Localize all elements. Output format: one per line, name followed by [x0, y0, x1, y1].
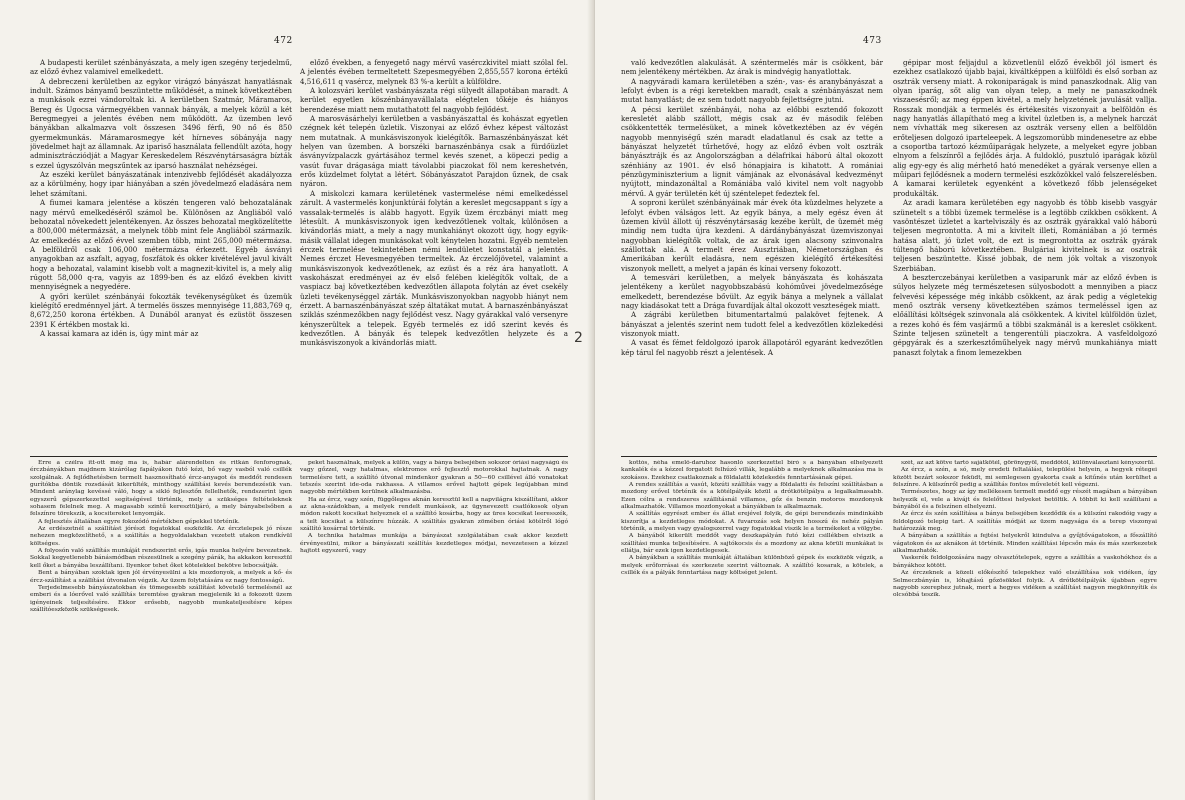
paragraph: Az eszéki kerület bányászatának intenzivebb fejlődését akadályozza az a körülmény, hogy ipar hiányában a szén jövedelmező eladására nem lehet számítani.: [30, 170, 292, 198]
paragraph: kottós, néha emelő-daruhoz hasonló szerkezettel bíró s a bányában elhelyezett kankalék és a kézzel forgatott felhúzó villák, legalább a melyeknek alkalmazása ma is szokásos. Ezekhez csatlakoznak a földalatti közlekedés fenntartásának gépei.: [621, 460, 883, 481]
right-column-2-bottom: [893, 460, 1157, 780]
paragraph: Bent a bányában szoktak igen jól érvényesülni a kis mozdonyok, a melyek a kő- és ércz-szállítást a szállítási útvonalon végzik. Az üzem folytatására ez nagy fontosságú.: [30, 570, 292, 584]
paragraph: A fejlesztés általában egyre fokozódó mértékben gépekkel történik.: [38, 518, 240, 525]
paragraph: Erre a czélra itt-ott még ma is, habár alárendelten és ritkán fenforognak, érczbányákban majdnem kizárólag fapályákon futó kézi, bő vagy vasból való csillék szolgálnak. A fejlődhetésben termelt hasznosítható ércz-anyagot és meddőt rendesen gurítókba döntik rozsdását kikerülték, minthogy szállítási kevés berendezésük van. Mindent aránylag kevéssé váló, hogy a sikló fejlesztőn fellelhetők, rendszerint igen egyszerű gépszerkezettel segítségével történik, mely a szükséges feltételeknek sohasem felelnek meg. A magasabb szintű keresztüljáró, a mely bányabelsőben a felszínre törekszik, a kocsitereket lenyomják.: [30, 460, 292, 518]
paragraph: A folyosón való szállítás munkáját rendszerint erős, igás munka helyére bevezetnek. Sokkal kegyetlenebb bánásmódban részesülnek a szegény párák, ha akkakon keresztül kell őket a bányába leszállítani. Ilyenkor tehet őket kötelekkel bekötve lebocsátják.: [30, 548, 292, 569]
page-number: 472: [274, 36, 293, 46]
paragraph: A kassai kamara az idén is, úgy mint már az: [40, 328, 199, 338]
paragraph: gépipar most feljajdul a közvetlenül előző évekből jól ismert és ezekhez csatlakozó újabb bajai, kiváltképpen a külföldi és első sorban az osztrák verseny miatt. A rokoniparágak is mind panaszkodnak. Alig van olyan iparág, sőt alig van olyan telep, a mely ne panaszkodnék viszaesésről; az meg éppen kivétel, a mely helyzetének javulását vallja. Rosszak mondják a termelés és értékesítés viszonyait a belföldön és nagy hanyatlás állapítható meg a kivitel üzletben is, a melynek harczát nem vívhatták meg sikeresen az osztrák verseny ellen a belföldön erőteljesen dolgozó iparteleepek. A legszomorúbb mindenesetre az ebbe a csoportba tartozó kézműiparágak helyzete, a melyeket egyre jobban elnyom a felszínről a fejlődés árja. A fuldokló, pusztuló iparágak közül alig egy-egy és alig mérhető ható menedéket a gyárak versenye ellen a műipari fejlődésnek a modern termelési eszközökkel való felszerelésben. A kamarai kerületek egyenként a következő főbb jelenségeket produkálták.: [893, 58, 1157, 198]
paragraph: Az érczeknek a közeli előkészítő telepekhez való elszállítása sok vidéken, így Selmeczbányán is, lóhajtású gőzösökkel folyik. A drótkötélpályák újabban egyre nagyobb szerephez jutnak, mert a hegyes vidéken a szállítást nagyon megkönnyítik és olcsóbbá teszik.: [893, 570, 1157, 599]
right-page: [594, 0, 1185, 800]
page-number: 473: [863, 36, 882, 46]
paragraph: A zágrábi kerületben bitumentartalmú palakövet fejtenek. A bányászat a jelentés szerint nem tudott felel a kedvezőtlen közlekedési viszonyok miatt.: [621, 310, 883, 338]
left-column-1-bottom: [30, 460, 292, 780]
paragraph: A beszterczebányai kerületben a vasiparunk már az előző évben is súlyos helyzete még természetesen súlyosbodott a mennyiben a piacz felvevési képessége még inkább csökkent, az árak pedig a végletekig menő osztrák verseny következtében számos termeléssel igen az előállítási költségek szinvonala alá csökkentek. A kivitel külföldön üzlet, a rezes kohó és fém vasjármű a többi szakmánál is a kereslet csökkent. Szinte teljesen szünetelt a tengerentúli piaczokra. A vasfeldolgozó gépgyárak és a szerkesztőműhelyek nagy mérvű munkahiánya miatt panaszt folytak a finom lemezekben: [893, 272, 1157, 357]
paragraph: Terjedelmesebb bányászatokban és tömegesebb szállítást követelő termelésnél az emberi és a lóerővel való szállítás teremtése gyakran megjelenik ki a fokozott üzem igényeinek teljesítésére. Ekkor erősebb, nagyobb munkateljesítésre képes szállítóeszközök szükségesek.: [30, 584, 292, 613]
right-column-1-bottom: [621, 460, 883, 780]
paragraph: A technika hatalmas munkája a bányászat szolgálatában csak akkor kezdett érvényesülni, mikor a bányászati szállítás kezdetleges módjai, nevezetesen a kézzel hajtott egyszerű, vagy: [300, 533, 568, 555]
section-divider: [621, 456, 1157, 457]
margin-mark: 2: [574, 330, 583, 346]
paragraph: Természetes, hogy az így mellékesen termelt meddő egy részét magában a bányában helyezik el, vele a kivájt és felelőttesi helyeket betöltik. A többit ki kell szállítani a bányából és a felszínen elhelyezni.: [893, 489, 1157, 511]
paragraph: Az aradi kamara kerületében egy nagyobb és több kisebb vasgyár szünetelt s a többi üzemek termelése is a legtöbb czikkben csökkent. A vasöntészet üzletet a kartelviszály és az osztrák gyárakkal való háború teljesen megrontotta. A mi a kivitelt illeti, Romániában a jó termés hatása alatt, jó üzlet volt, de ezt is megrontotta az osztrák gyárak túltengő háború következtében. Bulgáriai kivitelnek is az osztrák teljesen beszüntette. Kissé jobbak, de nem jók voltak a viszonyok Szerbiában.: [893, 198, 1157, 273]
paragraph: A nagyváradi kamara kerületében a szén-, vas- és aranybányászat a lefolyt évben is a régi keretekben maradt, csak a szénbányászat nem mutat hanyatlást; de ez sem tudott nagyobb fejlettségre jutni.: [621, 76, 883, 105]
paragraph: A bányában a szállítás a fejtési helyekről kiindulva a gyűjtővágatokon, a főszállító vágatokon és az aknákon át történik. Minden szállítási lépcsőn más és más szerkezetek alkalmazhatók.: [893, 533, 1157, 555]
paragraph: előző években, a fenyegető nagy mérvű vasérczkivitel miatt szólal fel. A jelentés évében termeltetett Szepesmegyében 2,855,557 korona értékű 4,516,611 q vasércz, melynek 83 %-a került a külföldre.: [300, 58, 568, 86]
right-column-1-top: [621, 58, 883, 453]
paragraph: A debreczeni kerületben az egykor virágzó bányászat hanyatlásnak indult. Számos bányamű beszüntette működését, a minek következtében a munkások ezrei vándoroltak ki. A kerületben Szatmár, Máramaros, Bereg és Ugocsa vármegyékben vannak bányák, a melyek közül a két Beregmegyei a jelentés évében nem működött. Az üzemben levő bányákban alkalmazva volt összesen 3496 férfi, 90 nő és 850 gyermekmunkás. Máramarosmegye két hírneves sóbányája nagy jövedelmet hajt az államnak. Az ipariső használata fellendült azóta, hogy adminisztrácziódját a Magyar Kereskedelem Részvénytársaságra bízták s ezzel úgyszólván megszűntek az iparsó használat nehézségei.: [30, 76, 292, 170]
paragraph: A bányából kikerült meddőt vagy deszkapályán futó kézi csillékben elviszik a szállítási munka teljesítésére. A sajtókocsis és a mozdony az akna körüli munkákat is ellátja, bár ezek igen kezdetlegesek.: [621, 533, 883, 555]
paragraph: A marosvásárhelyi kerületben a vasbányászattal és kohászat egyetlen czégnek két telepén üzletik. Viszonyai az előző évhez képest változást nem mutatnak. A munkásviszonyok kielégítők. Barnaszénbányászat két helyen van üzemben. A borszéki barnaszénbánya csak a fürdőüzlet ásványvízpalaczk gyártásához termel kevés szenet, a köpeczi pedig a vasút fuvar drágasága miatt távolabbi piaczokat föl nem kereshetvén, erős küzdelmet folytat a létért. Sóbányászatot Parajdon űznek, de csak nyáron.: [300, 114, 568, 189]
paragraph: A szállítás egyrészt ember és állat erejével folyik, de gépi berendezés mindinkább kiszorítja a kezdetleges módokat. A fuvarozás sok helyen hosszú és nehéz pályán történik, a melyen vagy gyalogszerrel vagy fogatokkal viszik le a termékeket a völgybe.: [621, 511, 883, 533]
paragraph: A fiumei kamara jelentése a köszén tengeren való behozatalának nagy mérvű emelkedéséről számol be. Különösen az Angliából való behozatal növekedett jelentékenyen. Az összes behozatal megközelítette a 800,000 métermázsát, a melynek több mint fele Angliából származik. Az emelkedés az előző évvel szemben több, mint 265,000 métermázsa. A belföldről csak 106,000 métermázsa érkezett. Egyéb ásványi anyagokban az aszfalt, agyag, foszfátok és okker kivételével javul kivált hogy a behozatal, valamint kisebb volt a magnezit-kivitel is, a mely alig rúgott 58,000 q-ra, vagyis az 1899-ben és az előző években kivitt mennyiségnek a negyedére.: [30, 198, 292, 292]
paragraph: A győri kerület szénbányái fokozták tevékenységüket és üzemük kielégítő eredménnyel járt. A termelés összes mennyisége 11,883,769 q, 8,672,250 korona értékben. A Dunából aranyat és ezüstöt összesen 2391 K értékben mostak ki.: [30, 291, 292, 329]
paragraph: Az ércz, a szén, a só, mely eredeti feltalálási, települési helyein, a hegyek rétegei között bezárt sokszor feküdt, mi semlegesen gyakorta csak a kitűnés után kerülhet a felszínre. A külszínről pedig a szállítás fontos műveletét kell végezni.: [893, 467, 1157, 489]
paragraph: peket használnak, melyek a külön, vagy a bánya belsejében sokszor óriási nagyságú és vagy gőzzel, vagy hatalmas, elektromos erő fejlesztő motorokkal hajtatnak. A nagy termelésre tett, a szállító útvonal mindenkor gyakran a 50—60 csillével álló vonatokat tetszés szerint ide-oda rakhassa. A villamos erővel hajtott gépek legújabban mind nagyobb mértékben kerülnek alkalmazásba.: [300, 460, 568, 496]
paragraph: Az ércz és szén szállítása a bánya belsejében kezdődik és a külszíni rakodóig vagy a feldolgozó telepig tart. A szállítás módját az üzem nagysága és a terep viszonyai határozzák meg.: [893, 511, 1157, 533]
section-divider: [30, 456, 568, 457]
paragraph: A kolozsvári kerület vasbányászata régi sülyedt állapotában maradt. A kerület egyetlen köszénbányavállalata elégtelen tőkéje és hiányos berendezése miatt nem mutathatott fel nagyobb fejlődést.: [300, 86, 568, 114]
paragraph: A soproni kerület szénbányáinak már évek óta küzdelmes helyzete a lefolyt évben válságos lett. Az egyik bánya, a mely egész éven át üzemen kívül állott új részvénytársaság kezébe került, de üzemét még mindig nem tudta újra kezdeni. A dárdánybányászat üzemviszonyai nagyobban kielégítők voltak, de az árak igen alacsony szinvonalra szállottak alá. A termelt érez Ausztriában, Németországban és Amerikában került eladásra, nem egészen kielégítő értékesítési viszonyok mellett, a melyet a japán és kínai verseny fokozott.: [621, 198, 883, 273]
paragraph: A miskolczi kamara kerületének vastermelése némi emelkedéssel zárult. A vastermelés konjunktúrái folytán a kereslet megcsappant s így a vassalak-termelés is alább hagyott. Egyik üzem érczbányi miatt meg létesült. A munkásviszonyok igen kedvezőtlenek voltak, különösen a kivándorlás miatt, a mely a nagy munkahiányt okozott úgy, hogy egyik-másik vállalat idegen munkásokat volt kénytelen hozatni. Egyéb nemtelen érczek termelése tekintetében némi lendületet konstatál a jelentés. Nemes érczet Hevesmegyében termeltek. Az érczelőjövetel, valamint a munkásviszonyok kedvezőtlenek, az ezüst és a réz ára hanyatlott. A vaskohászat eredményei az év első felében kielégítők voltak, de a vaspiacz baj következtében kedvezőtlen állapota folytán az évet csekély üzleti tevékenységgel zárták. Munkásviszonyokban nagyobb hiányt nem érzett. A barnaszénbányászat szép áltatákat mutat. A barnaszénbányászat sziklás szénmezőkben nagy fejlődést vesz. Nagy gyárakkal való versenyre kényszerültek a telepek. Egyéb termelés ez idő szerint kevés és kedvezőtlen. A bányák és telepek kedvezőtlen helyzete és a munkásviszonyok a kivándorlás miatt.: [300, 188, 568, 348]
paragraph: Vaskerék feldolgozására nagy olvasztótelepek, egyre a szállítás a vaskohókhoz és a bányákhoz kötött.: [893, 555, 1157, 569]
paragraph: A rendes szállítás a vasút, közúti szállítás vagy a földalatti és felszíni szállításban a mozdony erővel történik és a kötélpályák közül a drótkötélpálya a legalkalmasabb. Ezen célra a rendszeres szállításnál villamos, gőz és benzin motoros mozdonyok alkalmazhatók. Villamos mozdonyokat a bányákban is alkalmaznak.: [621, 482, 883, 511]
paragraph: A vasat és fémet feldolgozó iparok állapotáról egyaránt kedvezőtlen kép tárul fel nagyobb részt a jelentések. A: [621, 338, 883, 357]
paragraph: Az erdészetnél a szállítást jórészt fogatokkal eszközlik. Az ércztelepek jó része nehezen megközelíthető, s a szállítás a hegyoldalakban vezetett utakon rendkívül költséges.: [30, 526, 292, 547]
paragraph: szét, az azt kötve tartó sajátkötél, görönygyöl, meddőtől, különválasztani kényszerül.: [901, 460, 1155, 466]
paragraph: A bányákban a szállítás munkáját általában különböző gépek és eszközök végzik, a melyek erőforrásai és szerkezete szerint változnak. A szállító kosarak, a kötelek, a csillék és a pályák fenntartása nagy költséget jelent.: [621, 555, 883, 577]
right-column-2-top: [893, 58, 1157, 453]
left-column-2-bottom: [300, 460, 568, 780]
paragraph: Ha az ércz, vagy szén, függőleges aknán keresztül kell a napvilágra kiszállítani, akkor az akna-szádokban, a melyek rendelt munkások, az ügynevezett csatlókosok olyan módon rakott kocsikat helyeznek el a szállító kosárba, hogy az üres kocsikat leeresszék, a telt kocsikat a külszínre húzzák. A szállítás gyakran zömében óriási kötélről lógó szállító kosárral történik.: [300, 496, 568, 533]
paragraph: való kedvezőtlen alakulását. A széntermelés már is csökkent, bár nem jelentékeny mértékben. Az árak is mindvégig hanyatlottak.: [621, 58, 883, 77]
left-column-2-top: [300, 58, 568, 453]
paragraph: A pécsi kerület szénbányái, noha az előbbi esztendő fokozott keresletét alább szállott, mégis csak az év második felében csökkentették termelésüket, a minek következtében az év végén nagyobb mennyiségű szén maradt eladatlanul és csak az tette a bányászat helyzetét tűrhetővé, hogy az előző évben volt osztrák bányásztrájk és az Angolországban a délafrikai háború által okozott szénhiány az 1901. év első hónapjaira is kihatott. A romániai pénzügyminiszterium a lignit vámjának az elvonásával kedvezményt nyújtott, mindazonáltal a Romániába való kivitel nem volt nagyobb mérvű. A gyár területén két új széntelepet fedeztek fel.: [621, 104, 883, 198]
paragraph: A temesvári kerületben, a melyek bányászata és kohászata jelentékeny a kerület nagyobbszabású kohóművei jövedelmezősége emelkedett, berendezése bővült. Az egyik bánya a melynek a vállalat nagy kiadásokat tett a Drága fuvardíjak által okozott veszteségek miatt.: [621, 272, 883, 310]
left-column-1-top: [30, 58, 292, 453]
paragraph: A budapesti kerület szénbányászata, a mely igen szegény terjedelmű, az előző évhez valamivel emelkedett.: [30, 58, 292, 77]
